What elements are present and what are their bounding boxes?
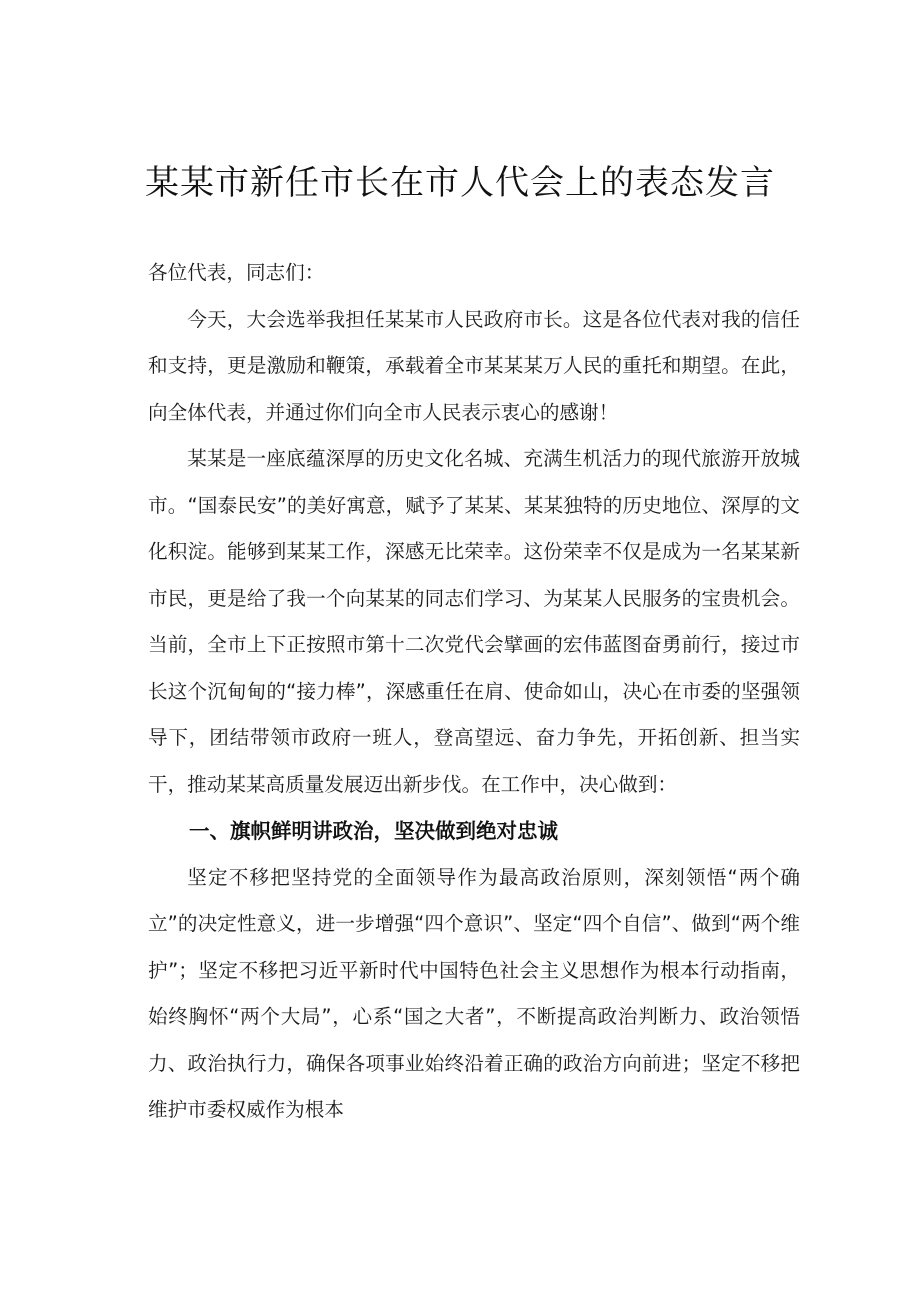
section-heading: 一、旗帜鲜明讲政治，坚决做到绝对忠诚 bbox=[189, 819, 558, 843]
paragraph-2: 某某是一座底蕴深厚的历史文化名城、充满生机活力的现代旅游开放城市。“国泰民安”的美好寓意，赋予了某某、某某独特的历史地位、深厚的文化积淀。能够到某某工作，深感无比荣幸。这份荣幸不仅是成为一名某某新市民，更是给了我一个向某某的同志们学习、为某某人民服务的宝贵机会。当前，全市上下正按照市第十二次党代会擘画的宏伟蓝图奋勇前行，接过市长这个沉甸甸的“接力棒”，深感重任在肩、使命如山，决心在市委的坚强领导下，团结带领市政府一班人，登高望远、奋力争先，开拓创新、担当实干，推动某某高质量发展迈出新步伐。在工作中，决心做到： bbox=[148, 447, 800, 796]
document-title: 某某市新任市长在市人代会上的表态发言 bbox=[145, 163, 775, 203]
section-paragraph: 坚定不移把坚持党的全面领导作为最高政治原则，深刻领悟“两个确立”的决定性意义，进一步增强“四个意识”、坚定“四个自信”、做到“两个维护”；坚定不移把习近平新时代中国特色社会主义思想作为根本行动指南，始终胸怀“两个大局”，心系“国之大者”，不断提高政治判断力、政治领悟力、政治执行力，确保各项事业始终沿着正确的政治方向前进；坚定不移把维护市委权威作为根本 bbox=[148, 865, 800, 1121]
document-body bbox=[148, 250, 800, 1134]
salutation: 各位代表，同志们： bbox=[148, 261, 325, 284]
paragraph-1: 今天，大会选举我担任某某市人民政府市长。这是各位代表对我的信任和支持，更是激励和鞭策，承载着全市某某某万人民的重托和期望。在此，向全体代表，并通过你们向全市人民表示衷心的感谢！ bbox=[148, 307, 800, 424]
